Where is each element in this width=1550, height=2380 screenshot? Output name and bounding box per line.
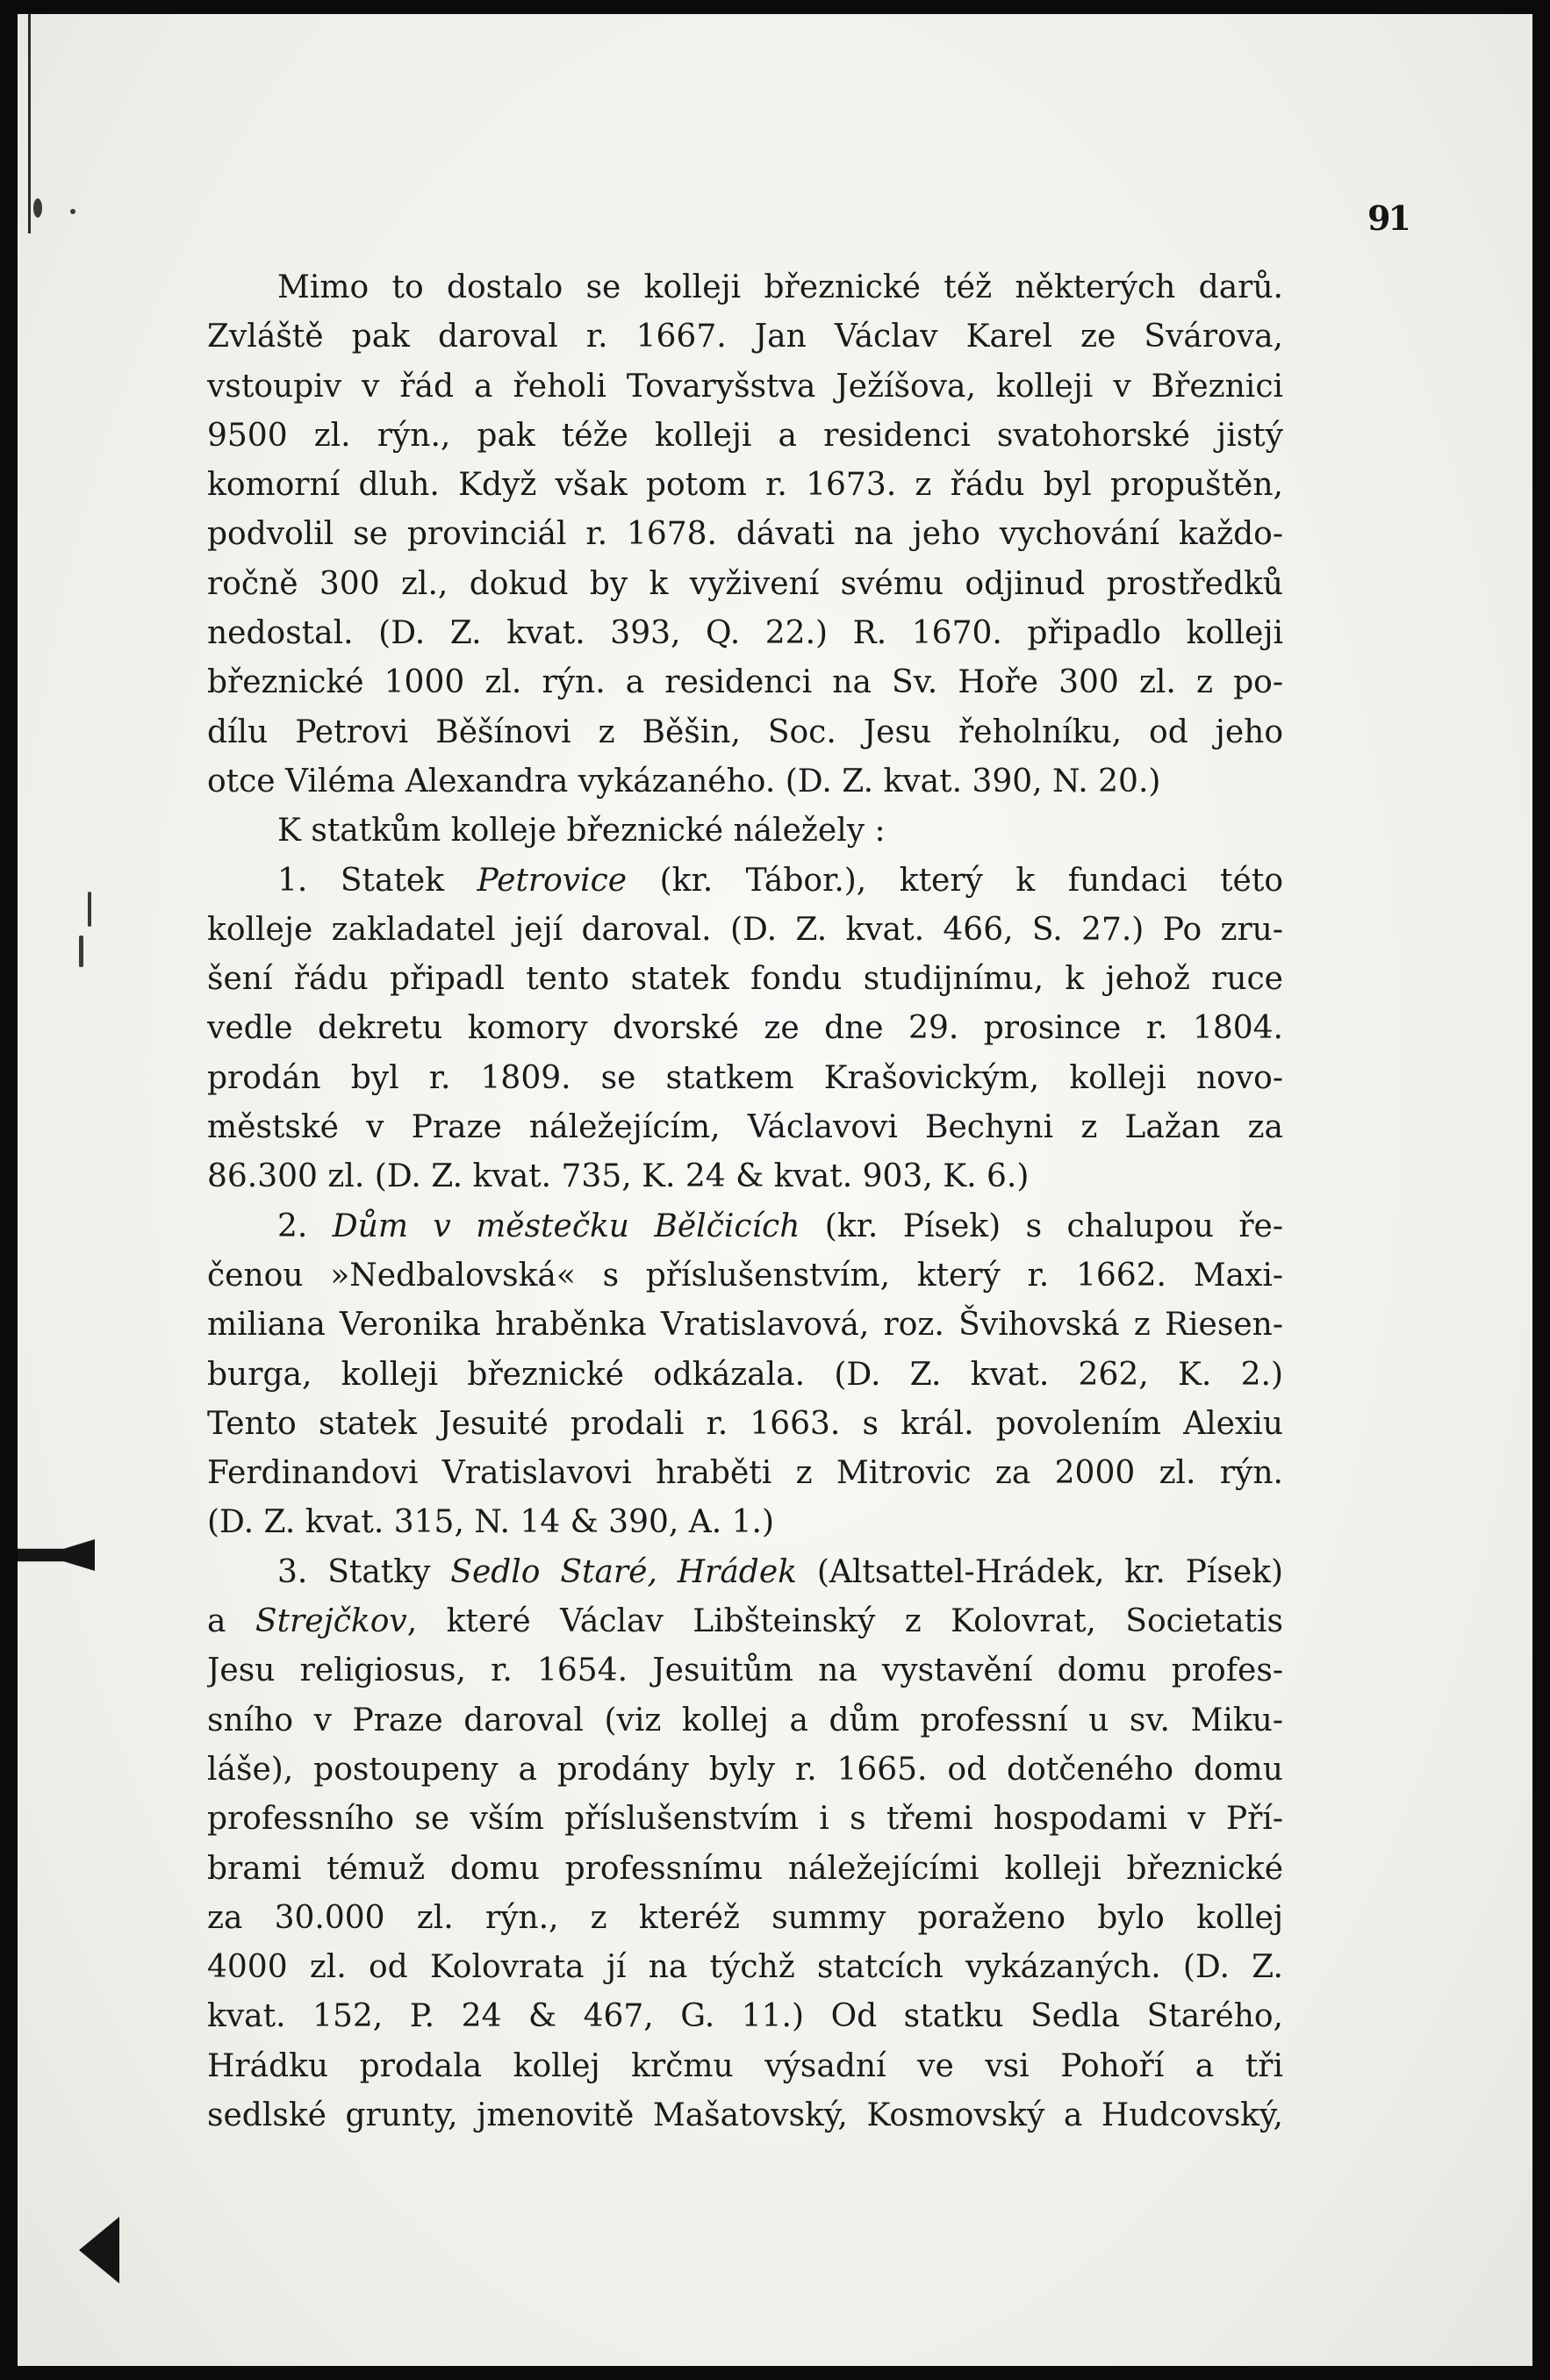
book-page — [18, 14, 1532, 2366]
text-line: nedostal. (D. Z. kvat. 393, Q. 22.) R. 1670. připadlo kolleji — [207, 615, 1283, 652]
text-line: Ferdinandovi Vratislavovi hraběti z Mitrovic za 2000 zl. rýn. — [207, 1455, 1283, 1492]
text-line: burga, kolleji březnické odkázala. (D. Z. kvat. 262, K. 2.) — [207, 1356, 1283, 1393]
ink-speck — [70, 209, 75, 214]
body-text — [207, 263, 1283, 2140]
text-line — [207, 1597, 1283, 1646]
text-line: šení řádu připadl tento statek fondu studijnímu, k jehož ruce — [207, 961, 1283, 998]
ink-speck — [79, 936, 83, 967]
italic-place-name: Dům v městečku Bělčicích — [332, 1208, 800, 1244]
text-line: 4000 zl. od Kolovrata jí na týchž statcích vykázaných. (D. Z. — [207, 1949, 1283, 1986]
text-line: městské v Praze náležejícím, Václavovi Bechyni z Lažan za — [207, 1109, 1283, 1146]
text-line: dílu Petrovi Běšínovi z Běšin, Soc. Jesu řeholníku, od jeho — [207, 713, 1283, 750]
text-line: Zvláště pak daroval r. 1667. Jan Václav Karel ze Svárova, — [207, 319, 1283, 355]
text-segment: (kr. Písek) s chalupou ře- — [800, 1208, 1283, 1244]
text-line: Tento statek Jesuité prodali r. 1663. s král. povolením Alexiu — [207, 1405, 1283, 1442]
page-number: 91 — [1367, 198, 1409, 238]
text-line: otce Viléma Alexandra vykázaného. (D. Z. kvat. 390, N. 20.) — [207, 763, 1161, 799]
text-line: kvat. 152, P. 24 & 467, G. 11.) Od statku Sedla Starého, — [207, 1998, 1283, 2035]
italic-place-name: Sedlo Staré, Hrádek — [450, 1553, 797, 1590]
page-edge-rule — [28, 14, 31, 233]
text-line: Mimo to dostalo se kolleji březnické též některých darů. — [277, 269, 1283, 305]
text-line: prodán byl r. 1809. se statkem Krašovickým, kolleji novo- — [207, 1059, 1283, 1096]
text-line — [207, 857, 1283, 906]
text-line: Jesu religiosus, r. 1654. Jesuitům na vystavění domu profes- — [207, 1652, 1283, 1689]
text-line: brami témuž domu professnímu náležejícími kolleji březnické — [207, 1850, 1283, 1887]
text-segment: 2. — [277, 1208, 333, 1244]
text-segment: 1. Statek — [277, 862, 477, 899]
ink-speck — [33, 198, 42, 218]
text-line — [207, 1202, 1283, 1251]
text-segment: (kr. Tábor.), který k fundaci této — [627, 862, 1283, 899]
text-line: sedlské grunty, jmenovitě Mašatovský, Kosmovský a Hudcovský, — [207, 2097, 1283, 2133]
text-line: 86.300 zl. (D. Z. kvat. 735, K. 24 & kvat. 903, K. 6.) — [207, 1158, 1030, 1195]
text-line: láše), postoupeny a prodány byly r. 1665. od dotčeného domu — [207, 1751, 1283, 1788]
text-segment: (Altsattel-Hrádek, kr. Písek) — [796, 1553, 1283, 1590]
italic-place-name: Strejčkov — [255, 1603, 407, 1640]
ink-speck — [88, 892, 91, 927]
text-line: vstoupiv v řád a řeholi Tovaryšstva Ježíšova, kolleji v Březnici — [207, 368, 1283, 405]
text-line: sního v Praze daroval (viz kollej a dům professní u sv. Miku- — [207, 1702, 1283, 1738]
text-line: za 30.000 zl. rýn., z kteréž summy poraženo bylo kollej — [207, 1899, 1283, 1936]
text-segment: 3. Statky — [277, 1553, 451, 1590]
text-segment: , které Václav Libšteinský z Kolovrat, Societatis — [406, 1603, 1283, 1640]
text-segment: a — [207, 1603, 255, 1640]
text-line: podvolil se provinciál r. 1678. dávati na jeho vychování každo- — [207, 516, 1283, 553]
italic-place-name: Petrovice — [477, 862, 628, 899]
text-line: vedle dekretu komory dvorské ze dne 29. prosince r. 1804. — [207, 1010, 1283, 1047]
text-line: ročně 300 zl., dokud by k vyživení svému odjinud prostředků — [207, 565, 1283, 602]
text-line: Hrádku prodala kollej krčmu výsadní ve vsi Pohoří a tři — [207, 2047, 1283, 2084]
text-line: professního se vším příslušenstvím i s třemi hospodami v Pří- — [207, 1801, 1283, 1838]
text-line: K statkům kolleje březnické náležely : — [277, 813, 886, 849]
text-line — [207, 1548, 1283, 1597]
text-line: (D. Z. kvat. 315, N. 14 & 390, A. 1.) — [207, 1504, 775, 1541]
margin-arrow-mark — [79, 2217, 119, 2283]
text-line: kolleje zakladatel její daroval. (D. Z. kvat. 466, S. 27.) Po zru- — [207, 911, 1283, 948]
text-line: komorní dluh. Když však potom r. 1673. z řádu byl propuštěn, — [207, 467, 1283, 504]
text-line: čenou »Nedbalovská« s příslušenstvím, který r. 1662. Maxi- — [207, 1257, 1283, 1294]
text-line: 9500 zl. rýn., pak téže kolleji a residenci svatohorské jistý — [207, 417, 1283, 454]
margin-tab-mark — [18, 1539, 95, 1571]
text-line: miliana Veronika hraběnka Vratislavová, roz. Švihovská z Riesen- — [207, 1307, 1283, 1344]
text-line: březnické 1000 zl. rýn. a residenci na Sv. Hoře 300 zl. z po- — [207, 664, 1283, 701]
